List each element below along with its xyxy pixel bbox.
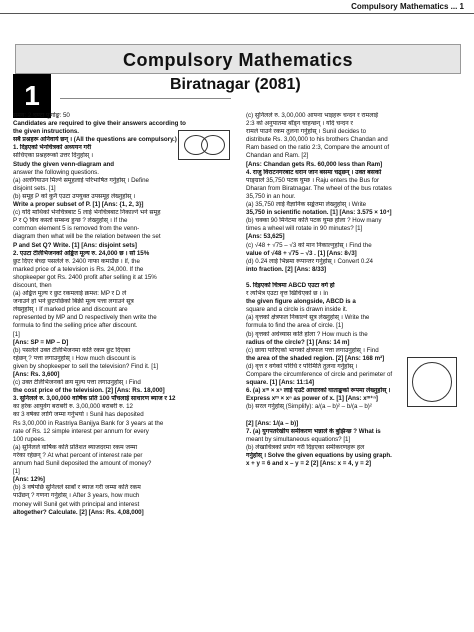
left-line: P and Set Q? Write. [1] [Ans: disjoint sets]	[13, 241, 137, 249]
left-line: छुट दिएर बेच्दा पसलेले रु. 2400 नाफा कमाउँछ । If, the	[13, 257, 140, 265]
left-line: समय: 2 घण्टा पूर्णाङ्क: 50	[13, 112, 70, 119]
left-line: [Ans: SP = MP – D]	[13, 338, 69, 346]
venn-circle-q	[201, 135, 225, 155]
venn-diagram	[178, 130, 230, 160]
right-line: Compare the circumference of circle and perimeter of	[246, 371, 393, 378]
right-line: (b) वृत्तको अर्धव्यास कति होला ? How much is the	[246, 330, 368, 338]
left-line: (b) समूह P को कुनै एउटा उपयुक्त उपसमूह लेख्नुहोस् ।	[13, 192, 136, 200]
left-line: diagram then what will be the relation between the set	[13, 233, 161, 241]
right-line: (b) लेखाचित्रको प्रयोग गरी दिइएका समीकरणहरू हल	[246, 443, 365, 451]
left-line: (a) अलगियाउन मिल्ने समूहलाई परिभाषित गर्नुहोस् । Define	[13, 176, 149, 184]
right-line: Dharan from Biratnagar. The wheel of the bus rotates	[246, 184, 392, 192]
left-line: जनाउने हो भने छुटपछिको बिक्री मूल्य पत्ता लगाउने सूत्र	[13, 298, 134, 306]
right-line: (d) 0.2̇4 लाई भिन्नमा रूपान्तर गर्नुहोस् । Convert 0.2̇4	[246, 257, 373, 265]
left-line: Rs 3,00,000 in Rastriya Banijya Bank for 3 years at the	[13, 419, 164, 427]
right-line	[246, 411, 464, 419]
right-line: [Ans: Chandan gets Rs. 60,000 less than Ram]	[246, 160, 383, 168]
left-line: [1]	[13, 330, 20, 338]
right-line: times a wheel will rotate in 90 minutes? [1]	[246, 225, 363, 233]
right-line: square. [1] [Ans: 11:14]	[246, 379, 315, 387]
right-line: meant by simultaneous equations? [1]	[246, 435, 351, 443]
left-line: रहेछन् ? पत्ता लगाउनुहोस् । How much discount is	[13, 354, 136, 362]
right-line: the area of the shaded region. [2] [Ans: 168 m²]	[246, 354, 385, 362]
left-line: annum had Sunil deposited the amount of money?	[13, 460, 152, 468]
city-underline	[60, 98, 231, 99]
left-line: (a) सुनिलले वार्षिक कति प्रतिशत ब्याजदरमा रकम जम्मा	[13, 443, 138, 451]
left-line: rate of Rs. 12 simple interest per annum for every	[13, 427, 149, 435]
left-line: (c) यदि माथिको भेनचित्रबाट 5 लाई भेनचित्रबाट निकाल्ने भने समूह	[13, 209, 161, 217]
right-line: (c) सुनिलले रु. 3,00,000 आफ्ना भाइहरू चन्दन र रामलाई	[246, 112, 379, 119]
right-line: (a) 35,750 लाई वैज्ञानिक सङ्केतमा लेख्नुहोस् । Write	[246, 201, 367, 209]
left-line: 2. एउटा टेलिभिजनको अङ्कित मूल्य रु. 24,000 छ । सो 15%	[13, 249, 150, 257]
right-line	[246, 274, 464, 282]
left-column	[13, 112, 231, 517]
right-line: गर्नुहोस् । Solve the given equations by using graph.	[246, 451, 392, 459]
right-line: [2] [Ans: 1/(a – b)]	[246, 419, 299, 427]
left-line: [1]	[13, 468, 20, 476]
right-line: (b) सरल गर्नुहोस् (Simplify): a/(a – b)² – b/(a – b)²	[246, 403, 372, 411]
left-line: सोधिएका प्रश्नहरूको उत्तर दिनुहोस् ।	[13, 152, 94, 160]
left-line: [Ans: Rs. 3,600]	[13, 371, 60, 378]
right-line: Ram based on the ratio 2:3, Compare the amount of	[246, 144, 390, 152]
left-line: (b) पसलेले उक्त टेलिभिजनमा कति रकम छुट दिएका	[13, 346, 131, 354]
right-line: (c) √48 + √75 – √3 को मान निकाल्नुहोस् । Find the	[246, 241, 372, 249]
right-line: (c) छाया पारिएको भागको क्षेत्रफल पत्ता लगाउनुहोस् । Find	[246, 346, 379, 354]
left-line: सबै प्रश्नहरू अनिवार्य छन् । (All the questions are compulsory.)	[13, 136, 177, 144]
left-line: disjoint sets. [1]	[13, 184, 56, 192]
right-line: रामले पाउने रकम तुलना गर्नुहोस् । Sunil decides to	[246, 128, 367, 136]
left-line: answer the following questions.	[13, 168, 99, 176]
right-line: 7. (a) युगपतरेखीय समीकरण भन्नाले के बुझिन्छ ? What is	[246, 427, 381, 435]
right-line: x + y = 6 and x – y = 2 [2] [Ans: x = 4, y = 2]	[246, 460, 372, 468]
left-line: (a) अङ्कित मूल्य र छुट रकमलाई क्रमश: MP र D ले	[13, 290, 127, 298]
right-line: distribute Rs. 3,00,000 to his brothers Chandan and	[246, 136, 388, 144]
left-line: [Ans: 12%]	[13, 476, 45, 484]
left-line: 100 rupees.	[13, 435, 46, 443]
left-line: given by shopkeeper to sell the television? Find it. [1]	[13, 362, 159, 370]
right-line: square and a circle is drawn inside it.	[246, 306, 348, 314]
right-line: 35,750 in an hour.	[246, 192, 296, 200]
left-line: common element 5 is removed from the venn-	[13, 225, 140, 233]
left-line: (c) उक्त टेलिभिजनको क्रय मूल्य पत्ता लगाउनुहोस् । Find	[13, 379, 141, 387]
left-line: (b) 3 वर्षपछि सुनिलले साबाँ र ब्याज गरी जम्मा कति रकम	[13, 484, 141, 492]
right-line: formula to find the area of circle. [1]	[246, 322, 343, 330]
left-line: 3. सुनिलले रु. 3,00,000 वार्षिक प्रति 100 पाँचलाई साधारण ब्याज र 12	[13, 395, 176, 403]
left-line: altogether? Calculate. [2] [Ans: Rs. 4,08,000]	[13, 508, 144, 516]
left-line: Candidates are required to give their answers according to	[13, 120, 186, 128]
left-line: money will Sunil get with principal and interest	[13, 500, 140, 508]
left-line: formula to find the selling price after discount.	[13, 322, 138, 330]
right-line: र त्यभित्र एउटा वृत्त खिचिएको छ । In	[246, 290, 329, 298]
right-line: (b) चक्का 90 मिनेटमा कति पटक घुम्छ होला ? How many	[246, 217, 382, 225]
left-line: marked price of a television is Rs. 24,000. If the	[13, 265, 144, 273]
running-header	[0, 0, 474, 14]
left-line: represented by MP and D respectively then write the	[13, 314, 157, 322]
right-line: [Ans: 53,625]	[246, 233, 285, 241]
right-line: 6. (a) xᵐ × xⁿ लाई एउटै आधारको घाताङ्कको रूपमा लेख्नुहोस् ।	[246, 387, 391, 395]
left-line: P र Q बिच कस्तो सम्बन्ध हुन्छ ? लेख्नुहोस् । If the	[13, 217, 128, 225]
right-line: 4. राजु विराटनगरबाट धरान जान बसमा चढ्छन् । उक्त बसको	[246, 168, 382, 176]
left-line: 1. दिइएको भेनचित्रको अध्ययन गरी	[13, 144, 92, 152]
chapter-number: 1	[13, 74, 51, 118]
running-title: Compulsory Mathematics ... 1	[351, 2, 464, 11]
right-line: Chandan and Ram. [2]	[246, 152, 309, 160]
subject-banner	[15, 44, 461, 74]
left-line: shopkeeper got Rs. 2400 profit after selling it at 15%	[13, 273, 157, 281]
right-line: value of √48 + √75 – √3 . [1] [Ans: 8√3]	[246, 249, 357, 257]
right-line: 35,750 in scientific notation. [1] [Ans: 3.575 × 10⁴]	[246, 209, 392, 217]
right-column	[246, 112, 464, 468]
right-line: into fraction. [2] [Ans: 8/33]	[246, 265, 327, 273]
left-line: गरेका रहेछन् ? At what percent of interest rate per	[13, 451, 143, 459]
chapter-city: Biratnagar (2081)	[170, 76, 301, 93]
right-line: 2:3 को अनुपातमा बाँड्न चाहन्छन् । यदि चन्दन र	[246, 120, 353, 128]
left-line: लेख्नुहोस् । If marked price and discount are	[13, 306, 128, 314]
right-line: पाङ्ग्राले 35,750 पटक घुम्छ । Raju enters the Bus for	[246, 176, 380, 184]
right-line: (d) वृत्त र वर्गको परिधि र परिमिति तुलना गर्नुहोस् ।	[246, 362, 358, 370]
left-line: the given instructions.	[13, 128, 80, 136]
subject-title: Compulsory Mathematics	[122, 50, 354, 70]
inscribed-circle	[412, 362, 452, 402]
square-circle-figure	[407, 357, 457, 407]
left-line: पाउँछन् ? गणना गर्नुहोस् । After 3 years, how much	[13, 492, 140, 500]
left-line: the cost price of the television. [2] [Ans: Rs. 18,000]	[13, 387, 165, 395]
right-line: Express xᵐ × xⁿ as power of x. [1] [Ans: xᵐ⁺ⁿ]	[246, 395, 378, 403]
left-line: Write a proper subset of P. [1] [Ans: {1, 2, 3}]	[13, 201, 144, 209]
right-line: 5. दिइएको चित्रमा ABCD एउटा वर्ग हो	[246, 281, 335, 289]
right-line: (a) वृत्तको क्षेत्रफल निकाल्ने सूत्र लेख्नुहोस् । Write the	[246, 314, 370, 322]
right-line: radius of the circle? [1] [Ans: 14 m]	[246, 338, 350, 346]
right-line: the given figure alongside, ABCD is a	[246, 298, 356, 306]
left-line: Study the given venn-diagram and	[13, 160, 115, 168]
left-line: का हरेक आयुर्वेग बराबरी रु. 3,00,000 बराबरी रु. 12	[13, 403, 133, 411]
left-line: discount, then	[13, 281, 52, 289]
left-line: का 3 वर्षका लागि जम्मा गर्नुभयो । Sunil has deposited	[13, 411, 144, 419]
